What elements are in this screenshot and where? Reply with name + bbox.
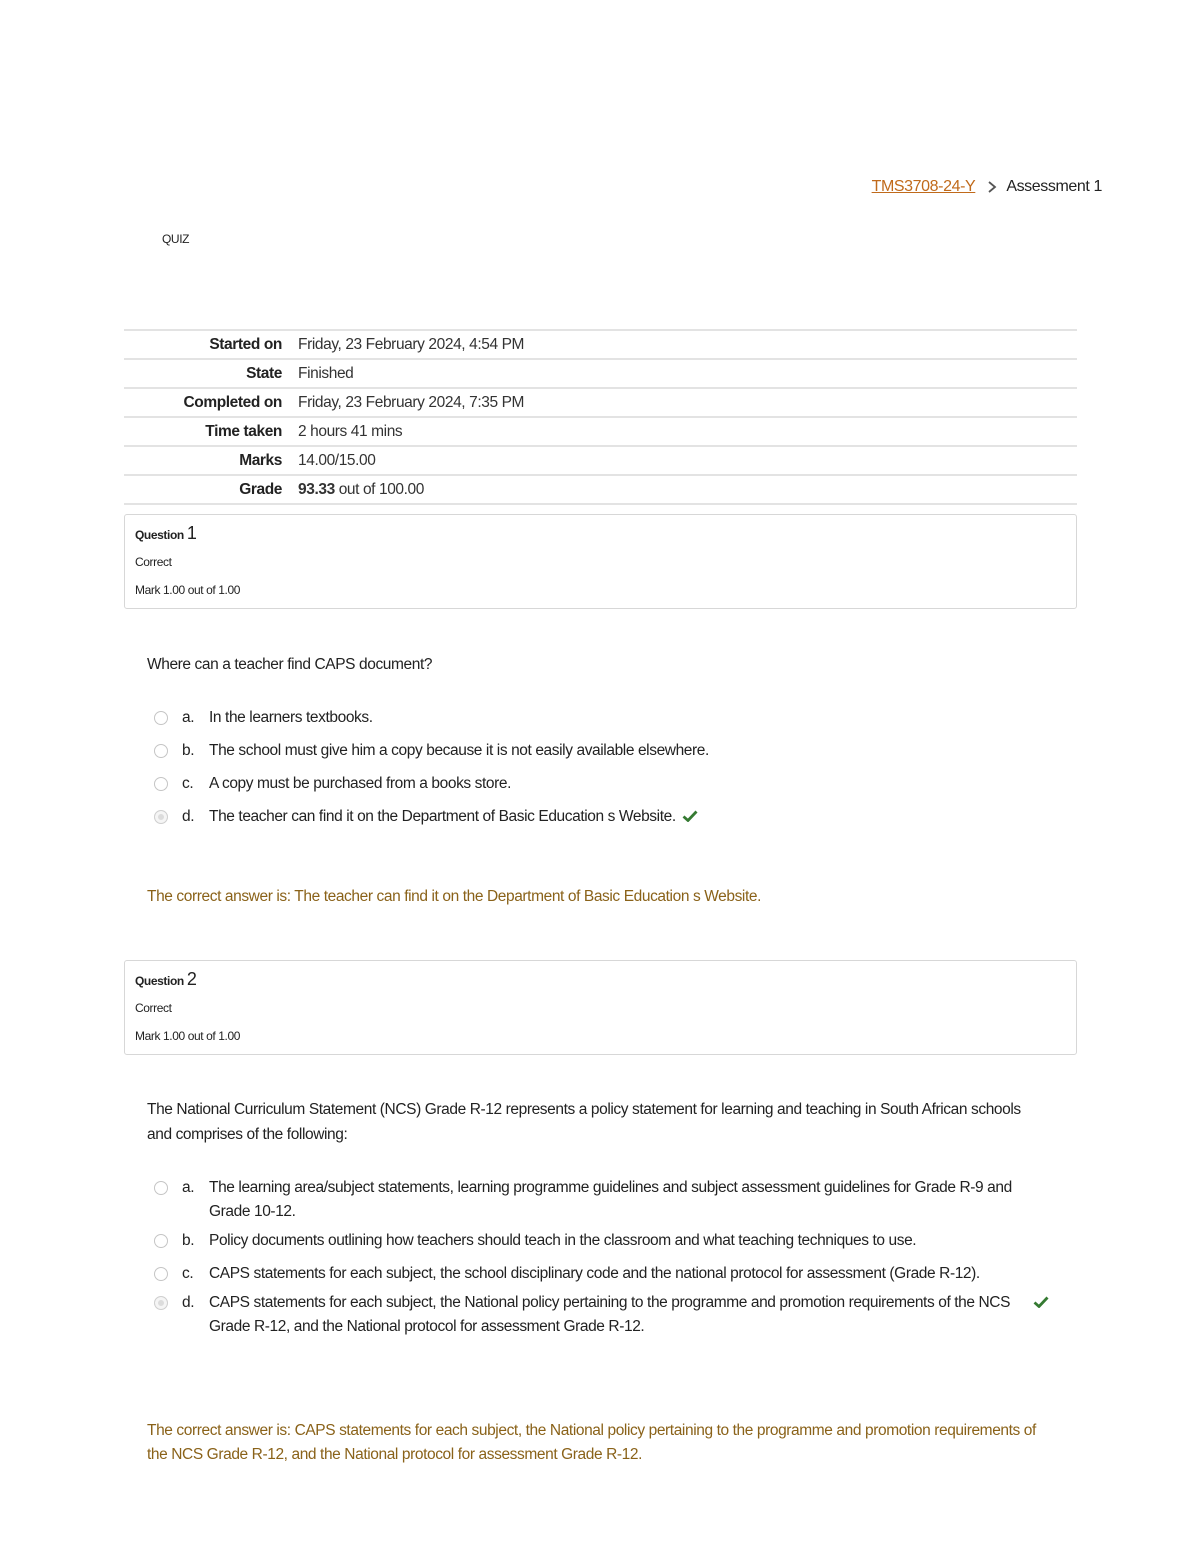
correct-answer-feedback: The correct answer is: CAPS statements for each subject, the National policy pertaining to the programme and promotion requirements of the NCS Grade R-12, and the National protocol for assessment Grade R-12. (147, 1422, 1036, 1463)
summary-row-grade (124, 475, 1077, 504)
answer-text-wrap (209, 1291, 1049, 1339)
check-icon (682, 810, 698, 822)
answer-radio[interactable] (154, 744, 168, 758)
answer-option (154, 1229, 1049, 1253)
question-number (135, 523, 196, 544)
answer-radio-selected[interactable] (154, 1296, 168, 1310)
summary-row-completed (124, 388, 1077, 417)
question-state: Correct (135, 555, 172, 569)
answer-radio[interactable] (154, 1234, 168, 1248)
answer-option (154, 1262, 1049, 1286)
chevron-right-icon (987, 180, 997, 194)
summary-row-started (124, 330, 1077, 359)
answer-radio[interactable] (154, 777, 168, 791)
answer-letter: c. (182, 1265, 194, 1282)
correct-answer-feedback: The correct answer is: The teacher can find it on the Department of Basic Education s Website. (147, 888, 762, 905)
answer-letter: d. (182, 1294, 195, 1311)
summary-label: State (246, 364, 282, 382)
answer-option-selected (154, 1291, 1049, 1339)
answer-text: A copy must be purchased from a books store. (209, 775, 512, 792)
answer-text: CAPS statements for each subject, the National policy pertaining to the programme and promotion requirements of the NCS Grade R-12, and the National protocol for assessment Grade R-12. (209, 1294, 1011, 1335)
answer-text: CAPS statements for each subject, the school disciplinary code and the national protocol for assessment (Grade R-12). (209, 1265, 980, 1282)
answer-letter: a. (182, 1179, 195, 1196)
page-type-label: QUIZ (162, 232, 190, 246)
answer-list (154, 1176, 1049, 1348)
answer-list (154, 706, 1054, 838)
breadcrumb-current: Assessment 1 (1006, 178, 1102, 195)
check-icon (1033, 1296, 1049, 1308)
answer-option (154, 739, 1054, 763)
answer-letter: b. (182, 742, 195, 759)
summary-value (298, 475, 1077, 504)
grade-out-of: out of 100.00 (334, 480, 424, 498)
question-state: Correct (135, 1001, 172, 1015)
summary-value: Finished (298, 364, 354, 382)
question-text: Where can a teacher find CAPS document? (147, 656, 433, 673)
grade-score: 93.33 (298, 480, 335, 498)
summary-label: Grade (239, 480, 282, 498)
question-label: Question (135, 974, 184, 988)
answer-text: In the learners textbooks. (209, 709, 373, 726)
answer-radio[interactable] (154, 1181, 168, 1195)
question-mark: Mark 1.00 out of 1.00 (135, 1029, 241, 1043)
answer-text: Policy documents outlining how teachers should teach in the classroom and what teaching techniques to use. (209, 1232, 917, 1249)
answer-letter: b. (182, 1232, 195, 1249)
summary-row-marks (124, 446, 1077, 475)
question-number-value: 2 (186, 969, 197, 989)
question-info-box (124, 514, 1077, 609)
summary-label: Completed on (183, 393, 282, 411)
answer-text: The school must give him a copy because it is not easily available elsewhere. (209, 742, 709, 759)
summary-label: Time taken (205, 422, 282, 440)
answer-letter: c. (182, 775, 194, 792)
summary-value: 14.00/15.00 (298, 451, 376, 469)
question-text: The National Curriculum Statement (NCS) Grade R-12 represents a policy statement for learning and teaching in South African schools and comprises of the following: (147, 1101, 1021, 1143)
question-number-value: 1 (186, 523, 197, 543)
answer-text: The learning area/subject statements, learning programme guidelines and subject assessment guidelines for Grade R-9 and Grade 10-12. (209, 1179, 1012, 1220)
answer-radio-selected[interactable] (154, 810, 168, 824)
answer-letter: d. (182, 808, 195, 825)
answer-option (154, 1176, 1049, 1224)
question-mark: Mark 1.00 out of 1.00 (135, 583, 241, 597)
summary-row-time-taken (124, 417, 1077, 446)
question-number (135, 969, 196, 990)
question-info-box (124, 960, 1077, 1055)
summary-value: Friday, 23 February 2024, 4:54 PM (298, 335, 525, 353)
summary-label: Started on (209, 335, 282, 353)
answer-text-wrap (209, 805, 1054, 829)
answer-option (154, 772, 1054, 796)
answer-option (154, 706, 1054, 730)
answer-radio[interactable] (154, 711, 168, 725)
answer-text: The teacher can find it on the Department of Basic Education s Website. (209, 808, 676, 825)
answer-letter: a. (182, 709, 195, 726)
attempt-summary-table (124, 329, 1077, 505)
breadcrumb-course-link[interactable]: TMS3708-24-Y (871, 178, 976, 195)
answer-option-selected (154, 805, 1054, 829)
summary-row-state (124, 359, 1077, 388)
summary-value: 2 hours 41 mins (298, 422, 403, 440)
breadcrumb (872, 178, 1102, 196)
summary-label: Marks (239, 451, 282, 469)
summary-value: Friday, 23 February 2024, 7:35 PM (298, 393, 525, 411)
question-label: Question (135, 528, 184, 542)
answer-radio[interactable] (154, 1267, 168, 1281)
